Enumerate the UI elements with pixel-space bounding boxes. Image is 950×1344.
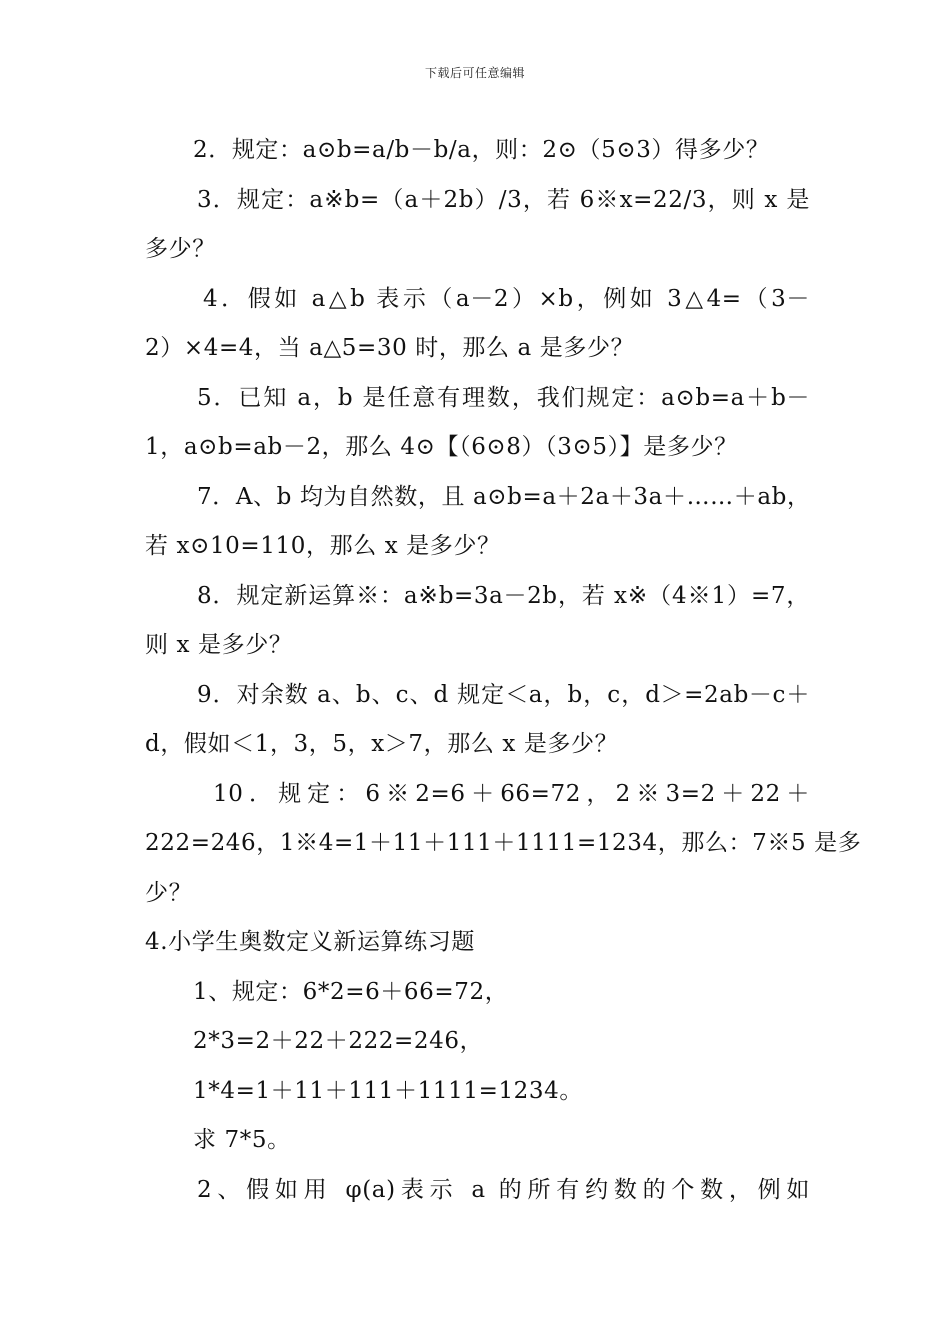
page-header: 下载后可任意编辑 (424, 66, 525, 80)
exercise-2-line-1: 2、假如用 φ(a)表示 a 的所有约数的个数，例如 (197, 1176, 810, 1203)
section-heading: 4.小学生奥数定义新运算练习题 (145, 929, 475, 955)
problem-7-line-1: 7．A、b 均为自然数，且 a⊙b=a＋2a＋3a＋……＋ab， (197, 483, 811, 510)
problem-3-line-1: 3．规定：a※b=（a＋2b）/3，若 6※x=22/3，则 x 是 (197, 186, 810, 213)
problem-10-line-2: 222=246，1※4=1＋11＋111＋1111=1234，那么：7※5 是多 (145, 830, 862, 856)
problem-3-line-2: 多少？ (145, 236, 216, 262)
exercise-1-question: 求 7*5。 (193, 1127, 291, 1153)
problem-10-line-3: 少？ (145, 879, 193, 906)
problem-8-line-2: 则 x 是多少？ (145, 632, 293, 658)
problem-7-line-2: 若 x⊙10=110，那么 x 是多少？ (145, 533, 501, 559)
exercise-1-line-1: 1、规定：6*2=6＋66=72， (193, 978, 509, 1005)
exercise-1-line-2: 2*3=2＋22＋222=246， (193, 1028, 484, 1054)
problem-2-line: 2．规定：a⊙b=a/b－b/a，则：2⊙（5⊙3）得多少？ (193, 137, 770, 163)
document-body (145, 126, 862, 1215)
problem-9-line-1: 9．对余数 a、b、c、d 规定＜a，b，c，d＞=2ab－c＋ (197, 681, 810, 708)
problem-10-line-1: 10．规定：6※2=6＋66=72，2※3=2＋22＋ (213, 780, 810, 807)
problem-5-line-1: 5．已知 a，b 是任意有理数，我们规定：a⊙b=a＋b－ (197, 384, 810, 411)
problem-9-line-2: d，假如＜1，3，5，x＞7，那么 x 是多少？ (145, 731, 619, 757)
problem-8-line-1: 8．规定新运算※：a※b=3a－2b，若 x※（4※1）=7， (197, 582, 810, 609)
problem-4-line-2: 2）×4=4，当 a△5=30 时，那么 a 是多少？ (145, 335, 635, 361)
exercise-1-line-3: 1*4=1＋11＋111＋1111=1234。 (193, 1077, 583, 1104)
problem-4-line-1: 4．假如 a△b 表示（a－2）×b，例如 3△4=（3－ (203, 285, 810, 312)
problem-5-line-2: 1，a⊙b=ab－2，那么 4⊙【（6⊙8）（3⊙5）】是多少？ (145, 434, 738, 460)
